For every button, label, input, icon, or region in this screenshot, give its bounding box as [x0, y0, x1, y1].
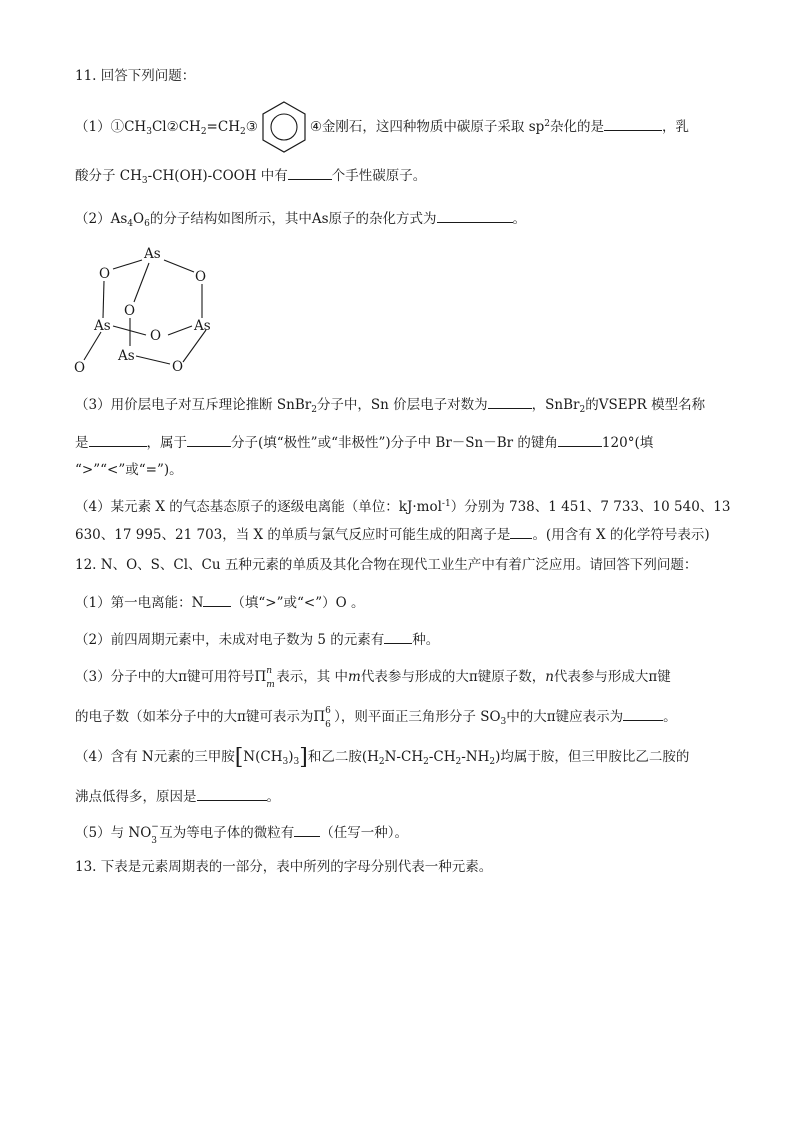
- q11-p3-l1-d: 的VSEPR 模型名称: [585, 397, 706, 413]
- sub-2: 2: [423, 757, 429, 767]
- pi-indices: [325, 706, 334, 730]
- answer-blank[interactable]: [604, 116, 662, 131]
- q11-p1-line2: [75, 165, 426, 191]
- q12-p1-b: （填“>”或“<”）O 。: [231, 595, 365, 611]
- no3-sub: 3: [151, 836, 157, 846]
- answer-blank[interactable]: [294, 822, 320, 837]
- q12-p4-l1-b: N(CH: [243, 749, 283, 765]
- pi-indices: [266, 666, 276, 690]
- q12-p4-line1: [75, 747, 689, 772]
- sub-3: 3: [141, 176, 148, 186]
- q11-p4-sup: -1: [441, 499, 451, 509]
- sub-3: 3: [293, 757, 300, 767]
- as4o6-structure-diagram: [66, 238, 226, 378]
- q11-p4-l1-a: （4）某元素 X 的气态基态原子的逐级电离能（单位：kJ·mol: [75, 499, 442, 515]
- q11-p1-item4-tail: 杂化的是: [550, 119, 605, 135]
- o-atom-label: O: [124, 303, 136, 319]
- as-atom-label: As: [144, 246, 161, 262]
- q12-p3-l1-c: 代表参与形成的大π键原子数，: [360, 669, 546, 685]
- q12-p3-line2: [75, 706, 677, 732]
- as-atom-label: As: [118, 348, 135, 364]
- sub-2: 2: [378, 757, 385, 767]
- q11-p1-prefix: （1）: [75, 119, 111, 135]
- sup-2: 2: [544, 119, 551, 129]
- q11-p4-line2: [75, 524, 710, 545]
- q12-p1-a: （1）第一电离能：N: [75, 595, 204, 611]
- q12-p5-c: （任写一种）。: [320, 825, 409, 841]
- q12-p4-l1-a: （4）含有 N元素的三甲胺: [75, 749, 235, 765]
- o-atom-label: O: [172, 359, 184, 375]
- sub-2: 2: [489, 757, 496, 767]
- o-atom-label: O: [150, 328, 162, 344]
- q11-p1-line2-c: 个手性碳原子。: [331, 168, 427, 184]
- q11-p1-item3: ③: [245, 119, 258, 135]
- pi-sub-m: m: [266, 680, 275, 690]
- answer-blank[interactable]: [437, 208, 513, 223]
- q12-p3-l2-a: 的电子数（如苯分子中的大π键可表示为Π: [75, 709, 326, 725]
- q12-p3-l2-b: ），则平面正三角形分子 SO: [334, 709, 501, 725]
- sub-2: 2: [311, 405, 317, 415]
- q11-p3-l2-a: 是: [75, 435, 89, 451]
- sub-3: 3: [500, 717, 507, 727]
- q11-p2-a: （2）As: [75, 211, 128, 227]
- q11-p4-l2-b: 。(用含有 X 的化学符号表示): [532, 527, 710, 543]
- q12-p4-l1-e: N-CH: [384, 749, 424, 765]
- q12-p3-l1-n: n: [545, 669, 554, 685]
- q11-p3-l1-c: ，SnBr: [531, 397, 580, 413]
- q12-p3-l2-d: 。: [663, 709, 677, 725]
- benzene-structure-icon: [258, 118, 310, 138]
- q11-p3-line1: [75, 394, 705, 420]
- answer-blank[interactable]: [558, 432, 602, 447]
- q11-p4-l1-b: ）分别为 738、1 451、7 733、10 540、13: [450, 499, 731, 515]
- sub-2: 2: [455, 757, 462, 767]
- q11-p1-item1-rest: Cl: [151, 119, 167, 135]
- no3-sup: −: [151, 822, 159, 832]
- q12-p3-l1-b: 表示，其 中: [276, 669, 349, 685]
- answer-blank[interactable]: [197, 786, 267, 801]
- as-atom-label: As: [94, 318, 111, 334]
- q11-p1-item1: ①CH: [110, 119, 147, 135]
- q11-p3-line2: [75, 432, 653, 453]
- q11-p2: [75, 208, 526, 234]
- q12-p3-l2-c: 中的大π键应表示为: [506, 709, 624, 725]
- q11-p3-l2-b: ，属于: [146, 435, 187, 451]
- sub-4: 4: [127, 219, 134, 229]
- q11-p1-tail: ，乳: [662, 119, 690, 135]
- q12-p2-b: 种。: [412, 632, 440, 648]
- q11-p2-c: 的分子结构如图所示，其中As原子的杂化方式为: [149, 211, 437, 227]
- sub-2: 2: [200, 127, 207, 137]
- q12-p3-l1-a: （3）分子中的大π键可用符号Π: [75, 669, 267, 685]
- q12-p3-l1-m: m: [348, 669, 361, 685]
- q12-p4-line2: [75, 786, 280, 807]
- q11-p3-line3: “>”“<”或“=”)。: [75, 462, 183, 478]
- q11-p1-line2-b: -CH(OH)-COOH 中有: [147, 168, 288, 184]
- sub-3: 3: [146, 127, 152, 137]
- q12-p4-l2-b: 。: [266, 789, 280, 805]
- q11-p3-l1-a: （3）用价层电子对互斥理论推断 SnBr: [75, 397, 312, 413]
- q12-p4-l1-h: )均属于胺，但三甲胺比乙二胺的: [495, 749, 690, 765]
- q12-p4-l1-f: -CH: [428, 749, 456, 765]
- q12-p2-a: （2）前四周期元素中，未成对电子数为 5 的元素有: [75, 632, 385, 648]
- q11-p1-line1: [75, 114, 689, 142]
- answer-blank[interactable]: [488, 394, 532, 409]
- answer-blank[interactable]: [384, 629, 412, 644]
- answer-blank[interactable]: [288, 165, 332, 180]
- q11-p2-d: 。: [512, 211, 527, 227]
- pi-sub: 6: [325, 720, 331, 730]
- q12-p5-a: （5）与 NO: [75, 825, 152, 841]
- left-bracket: [: [234, 745, 244, 770]
- as-atom-label: As: [194, 318, 211, 334]
- sub-2b: 2: [239, 127, 246, 137]
- q12-p1: [75, 592, 365, 613]
- q11-p1-line2-a: 酸分子 CH: [75, 168, 142, 184]
- answer-blank[interactable]: [510, 524, 532, 539]
- q11-p3-l2-d: 120°(填: [601, 435, 654, 451]
- q12-p3-line1: [75, 666, 671, 690]
- q12-p4-l1-d: 和乙二胺(H: [307, 749, 379, 765]
- q11-p1-item4: ④金刚石，这四种物质中碳原子采取 sp: [309, 119, 545, 135]
- right-bracket: ]: [299, 745, 308, 770]
- q11-p3-l2-c: 分子(填“极性”或“非极性”)分子中 Br－Sn－Br 的键角: [231, 435, 558, 451]
- sub-3: 3: [282, 757, 289, 767]
- sub-6: 6: [144, 219, 150, 229]
- answer-blank[interactable]: [623, 706, 663, 721]
- q11-p1-item2: ②CH: [166, 119, 201, 135]
- q12-p3-l1-d: 代表参与形成大π键: [553, 669, 671, 685]
- answer-blank[interactable]: [187, 432, 231, 447]
- q13-title: 13. 下表是元素周期表的一部分，表中所列的字母分别代表一种元素。: [75, 859, 493, 875]
- o-atom-label: O: [195, 269, 207, 285]
- q12-p2: [75, 629, 439, 650]
- pi-sup-n: n: [266, 666, 273, 676]
- pi-sup: 6: [325, 706, 331, 716]
- o-atom-label: O: [99, 266, 111, 282]
- q11-p4-line1: [75, 494, 730, 517]
- q11-title: 11. 回答下列问题：: [75, 68, 196, 84]
- q12-p4-l2-a: 沸点低得多，原因是: [75, 789, 197, 805]
- q11-p3-l1-b: 分子中，Sn 价层电子对数为: [316, 397, 488, 413]
- answer-blank[interactable]: [89, 432, 147, 447]
- q11-p4-l2-a: 630、17 995、21 703，当 X 的单质与氯气反应时可能生成的阳离子是: [75, 527, 511, 543]
- no3-indices: [151, 822, 159, 846]
- sub-2: 2: [579, 405, 586, 415]
- o-atom-label: O: [74, 360, 86, 376]
- q12-p5: [75, 822, 409, 846]
- q11-p2-b: O: [133, 211, 145, 227]
- q12-p4-l1-g: -NH: [461, 749, 490, 765]
- q12-p4-l1-c: ): [288, 749, 294, 765]
- q12-p5-b: 互为等电子体的微粒有: [159, 825, 295, 841]
- answer-blank[interactable]: [203, 592, 231, 607]
- q11-p1-item2-mid: =CH: [206, 119, 240, 135]
- q12-title: 12. N、O、S、Cl、Cu 五种元素的单质及其化合物在现代工业生产中有着广泛应用。请回答下列问题：: [75, 557, 698, 573]
